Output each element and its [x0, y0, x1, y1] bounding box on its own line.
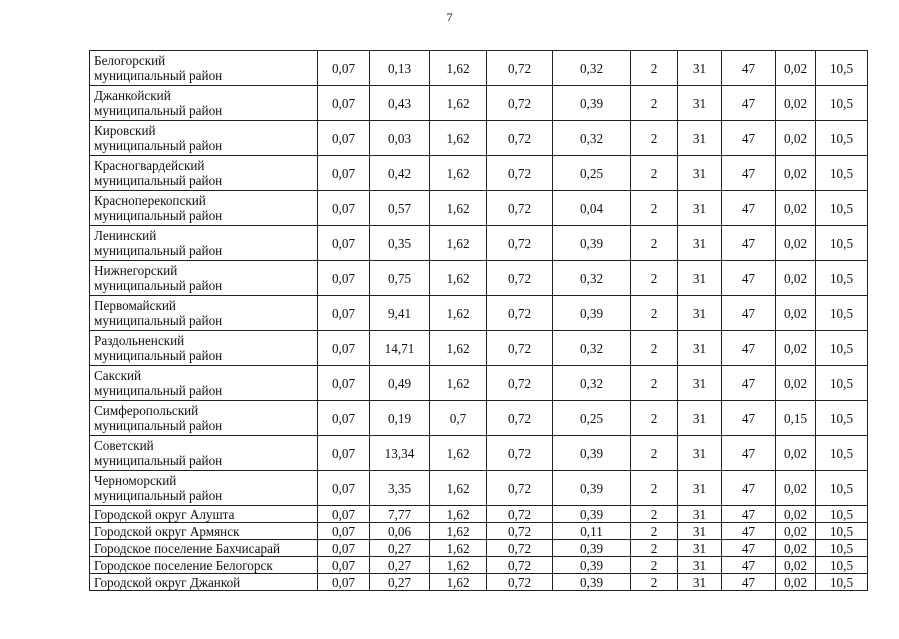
value-cell: 31: [678, 191, 722, 226]
value-cell: 0,07: [318, 331, 370, 366]
value-cell: 0,07: [318, 436, 370, 471]
value-cell: 1,62: [430, 540, 487, 557]
value-cell: 0,39: [553, 86, 631, 121]
value-cell: 0,32: [553, 331, 631, 366]
value-cell: 0,13: [370, 51, 430, 86]
table-row: [90, 86, 868, 121]
value-cell: 31: [678, 226, 722, 261]
value-cell: 10,5: [816, 436, 868, 471]
value-cell: 1,62: [430, 331, 487, 366]
value-cell: 0,07: [318, 156, 370, 191]
value-cell: 31: [678, 557, 722, 574]
value-cell: 1,62: [430, 557, 487, 574]
value-cell: 0,72: [487, 331, 553, 366]
value-cell: 0,07: [318, 471, 370, 506]
row-name-line: муниципальный район: [94, 208, 223, 223]
value-cell: 10,5: [816, 51, 868, 86]
value-cell: 47: [722, 51, 776, 86]
value-cell: 47: [722, 471, 776, 506]
row-name-line: Городской округ Алушта: [94, 506, 235, 522]
table-row: [90, 261, 868, 296]
value-cell: 31: [678, 523, 722, 540]
table-body: [90, 51, 868, 591]
value-cell: 0,72: [487, 191, 553, 226]
value-cell: 0,39: [553, 557, 631, 574]
row-name-line: муниципальный район: [94, 103, 223, 118]
row-name-line: муниципальный район: [94, 243, 223, 258]
row-name-cell: [90, 226, 318, 261]
value-cell: 2: [631, 121, 678, 156]
value-cell: 0,72: [487, 523, 553, 540]
table-row: [90, 557, 868, 574]
value-cell: 47: [722, 557, 776, 574]
value-cell: 31: [678, 436, 722, 471]
row-name-line: Городское поселение Бахчисарай: [94, 540, 281, 556]
value-cell: 47: [722, 401, 776, 436]
row-name-cell: [90, 51, 318, 86]
value-cell: 31: [678, 540, 722, 557]
value-cell: 0,02: [776, 121, 816, 156]
value-cell: 47: [722, 226, 776, 261]
value-cell: 10,5: [816, 121, 868, 156]
row-name-line: Нижнегорский: [94, 263, 178, 278]
value-cell: 10,5: [816, 261, 868, 296]
value-cell: 10,5: [816, 506, 868, 523]
row-name-line: муниципальный район: [94, 383, 223, 398]
row-name-line: Городской округ Армянск: [94, 523, 240, 539]
value-cell: 14,71: [370, 331, 430, 366]
data-table: [89, 50, 868, 591]
table-row: [90, 540, 868, 557]
value-cell: 2: [631, 191, 678, 226]
row-name-line: муниципальный район: [94, 68, 223, 83]
value-cell: 0,32: [553, 121, 631, 156]
value-cell: 0,02: [776, 191, 816, 226]
value-cell: 0,57: [370, 191, 430, 226]
row-name-cell: [90, 401, 318, 436]
value-cell: 2: [631, 51, 678, 86]
row-name-line: Городской округ Джанкой: [94, 574, 241, 590]
value-cell: 31: [678, 51, 722, 86]
row-name-line: Красноперекопский: [94, 193, 206, 208]
value-cell: 0,72: [487, 86, 553, 121]
value-cell: 0,72: [487, 156, 553, 191]
value-cell: 2: [631, 296, 678, 331]
value-cell: 1,62: [430, 226, 487, 261]
value-cell: 0,43: [370, 86, 430, 121]
row-name-line: Джанкойский: [94, 88, 171, 103]
value-cell: 2: [631, 261, 678, 296]
table-row: [90, 506, 868, 523]
value-cell: 1,62: [430, 261, 487, 296]
value-cell: 10,5: [816, 557, 868, 574]
row-name-cell: [90, 506, 318, 523]
value-cell: 0,02: [776, 557, 816, 574]
value-cell: 1,62: [430, 436, 487, 471]
row-name-line: муниципальный район: [94, 173, 223, 188]
value-cell: 47: [722, 540, 776, 557]
row-name-line: муниципальный район: [94, 453, 223, 468]
value-cell: 0,03: [370, 121, 430, 156]
value-cell: 0,06: [370, 523, 430, 540]
value-cell: 0,02: [776, 226, 816, 261]
value-cell: 10,5: [816, 523, 868, 540]
value-cell: 2: [631, 540, 678, 557]
value-cell: 0,07: [318, 401, 370, 436]
value-cell: 0,07: [318, 191, 370, 226]
value-cell: 10,5: [816, 156, 868, 191]
value-cell: 2: [631, 557, 678, 574]
value-cell: 10,5: [816, 574, 868, 591]
value-cell: 0,72: [487, 436, 553, 471]
value-cell: 2: [631, 471, 678, 506]
table-row: [90, 574, 868, 591]
value-cell: 0,07: [318, 574, 370, 591]
table-row: [90, 191, 868, 226]
value-cell: 0,32: [553, 261, 631, 296]
value-cell: 47: [722, 86, 776, 121]
row-name-line: Симферопольский: [94, 403, 199, 418]
value-cell: 10,5: [816, 540, 868, 557]
table-row: [90, 121, 868, 156]
table-row: [90, 331, 868, 366]
value-cell: 0,07: [318, 86, 370, 121]
value-cell: 0,02: [776, 506, 816, 523]
value-cell: 47: [722, 191, 776, 226]
value-cell: 0,72: [487, 574, 553, 591]
value-cell: 31: [678, 331, 722, 366]
value-cell: 31: [678, 574, 722, 591]
value-cell: 0,27: [370, 574, 430, 591]
value-cell: 0,02: [776, 156, 816, 191]
value-cell: 47: [722, 121, 776, 156]
value-cell: 10,5: [816, 296, 868, 331]
row-name-cell: [90, 261, 318, 296]
table-row: [90, 226, 868, 261]
row-name-line: муниципальный район: [94, 138, 223, 153]
row-name-line: муниципальный район: [94, 313, 223, 328]
value-cell: 0,39: [553, 226, 631, 261]
value-cell: 47: [722, 436, 776, 471]
value-cell: 0,49: [370, 366, 430, 401]
value-cell: 2: [631, 574, 678, 591]
value-cell: 31: [678, 156, 722, 191]
row-name-cell: [90, 471, 318, 506]
value-cell: 0,02: [776, 574, 816, 591]
value-cell: 2: [631, 331, 678, 366]
value-cell: 10,5: [816, 366, 868, 401]
value-cell: 1,62: [430, 574, 487, 591]
value-cell: 31: [678, 401, 722, 436]
value-cell: 0,72: [487, 401, 553, 436]
value-cell: 47: [722, 296, 776, 331]
value-cell: 1,62: [430, 86, 487, 121]
value-cell: 0,19: [370, 401, 430, 436]
value-cell: 0,32: [553, 51, 631, 86]
value-cell: 0,32: [553, 366, 631, 401]
value-cell: 2: [631, 226, 678, 261]
value-cell: 0,72: [487, 557, 553, 574]
value-cell: 1,62: [430, 471, 487, 506]
value-cell: 10,5: [816, 471, 868, 506]
value-cell: 3,35: [370, 471, 430, 506]
value-cell: 0,72: [487, 51, 553, 86]
value-cell: 0,07: [318, 506, 370, 523]
row-name-line: Белогорский: [94, 53, 166, 68]
value-cell: 0,72: [487, 121, 553, 156]
value-cell: 10,5: [816, 226, 868, 261]
row-name-cell: [90, 523, 318, 540]
value-cell: 31: [678, 86, 722, 121]
value-cell: 0,72: [487, 226, 553, 261]
value-cell: 0,11: [553, 523, 631, 540]
value-cell: 0,72: [487, 366, 553, 401]
value-cell: 0,04: [553, 191, 631, 226]
value-cell: 47: [722, 506, 776, 523]
row-name-cell: [90, 156, 318, 191]
table-row: [90, 51, 868, 86]
row-name-cell: [90, 574, 318, 591]
value-cell: 0,27: [370, 540, 430, 557]
value-cell: 47: [722, 523, 776, 540]
value-cell: 1,62: [430, 506, 487, 523]
value-cell: 0,72: [487, 471, 553, 506]
value-cell: 1,62: [430, 296, 487, 331]
value-cell: 0,72: [487, 296, 553, 331]
page-number: 7: [446, 10, 453, 24]
value-cell: 0,02: [776, 436, 816, 471]
value-cell: 31: [678, 261, 722, 296]
value-cell: 47: [722, 261, 776, 296]
value-cell: 1,62: [430, 51, 487, 86]
value-cell: 47: [722, 156, 776, 191]
value-cell: 0,02: [776, 366, 816, 401]
row-name-line: Советский: [94, 438, 154, 453]
value-cell: 0,02: [776, 331, 816, 366]
row-name-line: Первомайский: [94, 298, 176, 313]
value-cell: 10,5: [816, 86, 868, 121]
table-row: [90, 401, 868, 436]
value-cell: 47: [722, 366, 776, 401]
value-cell: 0,39: [553, 436, 631, 471]
row-name-cell: [90, 331, 318, 366]
value-cell: 0,07: [318, 121, 370, 156]
value-cell: 2: [631, 401, 678, 436]
value-cell: 0,07: [318, 557, 370, 574]
table-row: [90, 296, 868, 331]
value-cell: 2: [631, 523, 678, 540]
row-name-line: муниципальный район: [94, 418, 223, 433]
row-name-line: Сакский: [94, 368, 142, 383]
value-cell: 0,02: [776, 86, 816, 121]
row-name-cell: [90, 540, 318, 557]
value-cell: 31: [678, 506, 722, 523]
row-name-line: муниципальный район: [94, 278, 223, 293]
value-cell: 0,72: [487, 261, 553, 296]
value-cell: 0,7: [430, 401, 487, 436]
value-cell: 0,39: [553, 574, 631, 591]
value-cell: 1,62: [430, 191, 487, 226]
row-name-cell: [90, 366, 318, 401]
value-cell: 0,75: [370, 261, 430, 296]
value-cell: 10,5: [816, 191, 868, 226]
value-cell: 0,39: [553, 296, 631, 331]
value-cell: 0,35: [370, 226, 430, 261]
value-cell: 0,07: [318, 523, 370, 540]
value-cell: 0,02: [776, 523, 816, 540]
value-cell: 7,77: [370, 506, 430, 523]
value-cell: 0,07: [318, 540, 370, 557]
value-cell: 0,72: [487, 506, 553, 523]
value-cell: 0,02: [776, 296, 816, 331]
value-cell: 0,15: [776, 401, 816, 436]
value-cell: 0,02: [776, 51, 816, 86]
value-cell: 2: [631, 156, 678, 191]
row-name-line: Красногвардейский: [94, 158, 205, 173]
table-row: [90, 471, 868, 506]
row-name-line: Ленинский: [94, 228, 157, 243]
value-cell: 47: [722, 331, 776, 366]
value-cell: 0,25: [553, 401, 631, 436]
value-cell: 0,42: [370, 156, 430, 191]
value-cell: 31: [678, 366, 722, 401]
row-name-line: Черноморский: [94, 473, 177, 488]
value-cell: 1,62: [430, 366, 487, 401]
row-name-line: муниципальный район: [94, 488, 223, 503]
row-name-line: Городское поселение Белогорск: [94, 557, 273, 573]
value-cell: 0,25: [553, 156, 631, 191]
value-cell: 0,07: [318, 296, 370, 331]
row-name-cell: [90, 121, 318, 156]
table-row: [90, 366, 868, 401]
value-cell: 1,62: [430, 121, 487, 156]
value-cell: 0,02: [776, 261, 816, 296]
value-cell: 2: [631, 366, 678, 401]
row-name-cell: [90, 86, 318, 121]
value-cell: 0,07: [318, 51, 370, 86]
value-cell: 0,02: [776, 471, 816, 506]
table-row: [90, 523, 868, 540]
value-cell: 0,02: [776, 540, 816, 557]
row-name-cell: [90, 557, 318, 574]
value-cell: 31: [678, 296, 722, 331]
row-name-cell: [90, 436, 318, 471]
value-cell: 0,72: [487, 540, 553, 557]
value-cell: 9,41: [370, 296, 430, 331]
value-cell: 10,5: [816, 401, 868, 436]
value-cell: 0,07: [318, 261, 370, 296]
value-cell: 31: [678, 121, 722, 156]
table-row: [90, 436, 868, 471]
value-cell: 0,39: [553, 471, 631, 506]
value-cell: 1,62: [430, 156, 487, 191]
value-cell: 47: [722, 574, 776, 591]
row-name-cell: [90, 296, 318, 331]
value-cell: 0,27: [370, 557, 430, 574]
row-name-line: Раздольненский: [94, 333, 185, 348]
value-cell: 10,5: [816, 331, 868, 366]
row-name-line: муниципальный район: [94, 348, 223, 363]
value-cell: 0,39: [553, 540, 631, 557]
value-cell: 1,62: [430, 523, 487, 540]
value-cell: 31: [678, 471, 722, 506]
value-cell: 2: [631, 86, 678, 121]
value-cell: 2: [631, 506, 678, 523]
row-name-cell: [90, 191, 318, 226]
table-row: [90, 156, 868, 191]
value-cell: 0,07: [318, 226, 370, 261]
value-cell: 0,07: [318, 366, 370, 401]
value-cell: 13,34: [370, 436, 430, 471]
row-name-line: Кировский: [94, 123, 156, 138]
value-cell: 0,39: [553, 506, 631, 523]
value-cell: 2: [631, 436, 678, 471]
